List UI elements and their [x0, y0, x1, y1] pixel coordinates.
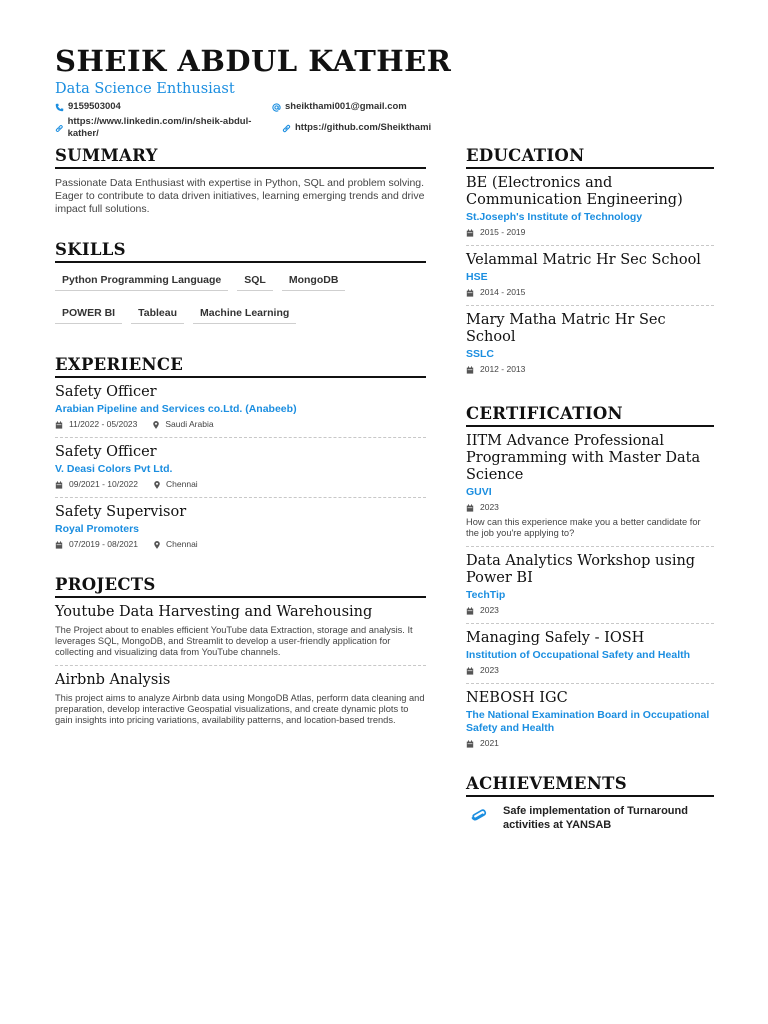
job-location-text: Saudi Arabia [165, 419, 214, 429]
education-dates: 2015 - 2019 [480, 227, 526, 237]
school-name: HSE [466, 271, 488, 283]
phone-contact[interactable] [55, 101, 272, 113]
education-dates: 2014 - 2015 [480, 287, 526, 297]
linkedin-link[interactable] [55, 116, 272, 140]
experience-entry [55, 497, 426, 557]
certification-year: 2023 [480, 605, 499, 615]
company-name: Arabian Pipeline and Services co.Ltd. (Anabeeb) [55, 403, 297, 415]
experience-section [55, 355, 426, 557]
skills-section [55, 240, 426, 335]
experience-title: EXPERIENCE [55, 355, 426, 378]
job-meta [55, 419, 426, 430]
certification-entry [466, 427, 714, 546]
achievements-title: ACHIEVEMENTS [466, 774, 714, 797]
calendar-icon [55, 421, 63, 429]
certification-section [466, 404, 714, 756]
certification-year: 2021 [480, 738, 499, 748]
summary-section [55, 146, 426, 216]
certification-issuer: GUVI [466, 486, 492, 498]
at-icon [272, 103, 281, 112]
right-column [466, 146, 714, 832]
job-role: Safety Officer [55, 444, 157, 460]
job-location-text: Chennai [166, 479, 198, 489]
experience-entry [55, 437, 426, 497]
location-pin-icon [153, 541, 161, 549]
location-pin-icon [153, 481, 161, 489]
job-dates: 09/2021 - 10/2022 [69, 479, 139, 489]
skills-list [55, 269, 426, 335]
email-text: sheikthami001@gmail.com [285, 101, 407, 112]
certification-entry [466, 623, 714, 683]
resume-header [55, 44, 715, 140]
project-entry [55, 598, 426, 665]
candidate-name: SHEIK ABDUL KATHER [55, 44, 452, 78]
certification-meta [466, 665, 714, 676]
job-meta [55, 479, 426, 490]
calendar-icon [466, 289, 474, 297]
skill-tag: Tableau [131, 302, 184, 324]
job-meta [55, 539, 426, 550]
job-location [153, 479, 198, 490]
education-title: EDUCATION [466, 146, 714, 169]
phone-text: 9159503004 [68, 101, 121, 112]
contact-row-2 [55, 116, 715, 140]
project-name: Youtube Data Harvesting and Warehousing [55, 604, 373, 620]
skills-title: SKILLS [55, 240, 426, 263]
company-name: Royal Promoters [55, 523, 140, 535]
certification-meta [466, 502, 714, 513]
certification-entry [466, 683, 714, 756]
candidate-headline: Data Science Enthusiast [55, 81, 235, 97]
summary-title: SUMMARY [55, 146, 426, 169]
education-entry [466, 305, 714, 382]
certification-title: CERTIFICATION [466, 404, 714, 427]
achievement-text: Safe implementation of Turnaround activities at YANSAB [503, 805, 688, 831]
github-text: https://github.com/Sheikthami [295, 122, 432, 133]
github-link[interactable] [282, 116, 431, 140]
degree-name: BE (Electronics and Communication Engineering) [466, 175, 683, 208]
project-description: This project aims to analyze Airbnb data using MongoDB Atlas, perform data cleaning and preparation, develop interactive Geospatial visualizations, and create dynamic plots to gain insights into pricing variations, availability patterns, and location-based trends. [55, 693, 425, 725]
job-role: Safety Officer [55, 384, 157, 400]
job-dates: 11/2022 - 05/2023 [69, 419, 138, 429]
certification-year: 2023 [480, 502, 499, 512]
education-entry [466, 245, 714, 305]
contact-row-1 [55, 101, 715, 113]
left-column [55, 146, 426, 733]
paperclip-icon [470, 807, 488, 825]
experience-entry [55, 378, 426, 437]
certification-issuer: Institution of Occupational Safety and Health [466, 649, 691, 661]
calendar-icon [55, 541, 63, 549]
skill-tag: SQL [237, 269, 273, 291]
phone-icon [55, 103, 64, 112]
calendar-icon [466, 740, 474, 748]
projects-section [55, 575, 426, 733]
company-name: V. Deasi Colors Pvt Ltd. [55, 463, 173, 475]
calendar-icon [466, 607, 474, 615]
achievements-section [466, 774, 714, 832]
calendar-icon [466, 504, 474, 512]
certification-note: How can this experience make you a better candidate for the job you're applying to? [466, 517, 701, 538]
certification-name: Data Analytics Workshop using Power BI [466, 553, 696, 586]
linkedin-text: https://www.linkedin.com/in/sheik-abdul-kather/ [67, 116, 252, 139]
project-name: Airbnb Analysis [55, 672, 171, 688]
project-description: The Project about to enables efficient YouTube data Extraction, storage and analysis. It leverages SQL, MongoDB, and Streamlit to develop a user-friendly application for collecting and visualizing data from YouTube channels. [55, 625, 413, 657]
job-role: Safety Supervisor [55, 504, 187, 520]
job-location-text: Chennai [166, 539, 198, 549]
certification-issuer: TechTip [466, 589, 506, 601]
school-name: SSLC [466, 348, 495, 360]
school-name: St.Joseph's Institute of Technology [466, 211, 643, 223]
calendar-icon [466, 366, 474, 374]
certification-name: Managing Safely - IOSH [466, 630, 645, 646]
degree-name: Mary Matha Matric Hr Sec School [466, 312, 666, 345]
skill-tag: POWER BI [55, 302, 122, 324]
job-dates: 07/2019 - 08/2021 [69, 539, 139, 549]
calendar-icon [55, 481, 63, 489]
certification-entry [466, 546, 714, 623]
certification-name: NEBOSH IGC [466, 690, 568, 706]
certification-issuer: The National Examination Board in Occupational Safety and Health [466, 709, 710, 734]
project-entry [55, 665, 426, 733]
education-entry [466, 169, 714, 245]
calendar-icon [466, 667, 474, 675]
skill-tag: MongoDB [282, 269, 346, 291]
skill-tag: Machine Learning [193, 302, 296, 324]
education-section [466, 146, 714, 382]
achievement-item [466, 804, 714, 832]
projects-title: PROJECTS [55, 575, 426, 598]
link-icon [55, 124, 64, 133]
education-dates: 2012 - 2013 [480, 364, 526, 374]
education-meta [466, 227, 714, 238]
certification-name: IITM Advance Professional Programming with Master Data Science [466, 433, 701, 483]
location-pin-icon [152, 421, 160, 429]
link-icon [282, 124, 291, 133]
certification-meta [466, 738, 714, 749]
certification-year: 2023 [480, 665, 499, 675]
job-location [153, 539, 198, 550]
skill-tag: Python Programming Language [55, 269, 228, 291]
degree-name: Velammal Matric Hr Sec School [466, 252, 701, 268]
job-location [152, 419, 213, 430]
certification-meta [466, 605, 714, 616]
email-contact[interactable] [272, 101, 407, 113]
summary-text: Passionate Data Enthusiast with expertise in Python, SQL and problem solving. Eager to contribute to data driven initiatives, learning emerging trends and drive impact full solutions. [55, 177, 425, 215]
education-meta [466, 364, 714, 375]
education-meta [466, 287, 714, 298]
calendar-icon [466, 229, 474, 237]
